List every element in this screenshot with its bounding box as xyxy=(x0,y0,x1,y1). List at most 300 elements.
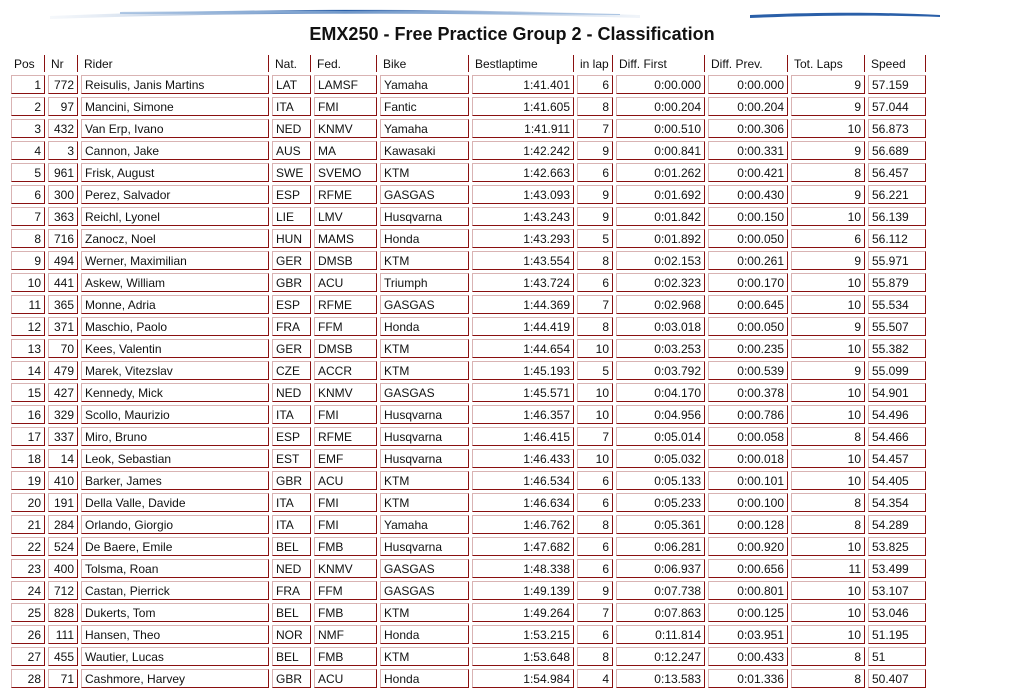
header-banner-graphic xyxy=(0,0,1024,22)
cell-pos: 21 xyxy=(11,515,45,534)
cell-diff-first: 0:13.583 xyxy=(616,669,705,688)
cell-diff-prev: 0:00.204 xyxy=(708,97,788,116)
cell-rider: Barker, James xyxy=(81,471,269,490)
cell-tot-laps: 10 xyxy=(791,603,865,622)
cell-in-lap: 9 xyxy=(577,207,613,226)
cell-bestlaptime: 1:53.215 xyxy=(472,625,574,644)
cell-rider: Della Valle, Davide xyxy=(81,493,269,512)
cell-diff-first: 0:01.842 xyxy=(616,207,705,226)
cell-speed: 53.046 xyxy=(868,603,926,622)
cell-diff-first: 0:06.937 xyxy=(616,559,705,578)
cell-diff-prev: 0:00.000 xyxy=(708,75,788,94)
table-row xyxy=(11,405,926,424)
cell-diff-first: 0:06.281 xyxy=(616,537,705,556)
cell-nat: BEL xyxy=(272,603,311,622)
cell-nat: LAT xyxy=(272,75,311,94)
cell-bestlaptime: 1:43.724 xyxy=(472,273,574,292)
cell-tot-laps: 8 xyxy=(791,647,865,666)
table-row xyxy=(11,603,926,622)
cell-diff-first: 0:04.956 xyxy=(616,405,705,424)
cell-rider: Cashmore, Harvey xyxy=(81,669,269,688)
cell-diff-prev: 0:00.920 xyxy=(708,537,788,556)
cell-tot-laps: 10 xyxy=(791,405,865,424)
cell-rider: Tolsma, Roan xyxy=(81,559,269,578)
cell-pos: 15 xyxy=(11,383,45,402)
cell-rider: Maschio, Paolo xyxy=(81,317,269,336)
cell-pos: 28 xyxy=(11,669,45,688)
cell-diff-first: 0:01.892 xyxy=(616,229,705,248)
cell-in-lap: 8 xyxy=(577,515,613,534)
cell-tot-laps: 10 xyxy=(791,471,865,490)
cell-in-lap: 4 xyxy=(577,669,613,688)
cell-rider: Frisk, August xyxy=(81,163,269,182)
cell-nat: NED xyxy=(272,559,311,578)
cell-bestlaptime: 1:46.534 xyxy=(472,471,574,490)
cell-pos: 17 xyxy=(11,427,45,446)
cell-pos: 25 xyxy=(11,603,45,622)
cell-pos: 18 xyxy=(11,449,45,468)
cell-nr: 284 xyxy=(48,515,78,534)
cell-diff-prev: 0:00.433 xyxy=(708,647,788,666)
cell-fed: FMB xyxy=(314,647,377,666)
cell-tot-laps: 10 xyxy=(791,295,865,314)
cell-bike: KTM xyxy=(380,493,469,512)
cell-nat: CZE xyxy=(272,361,311,380)
cell-diff-first: 0:12.247 xyxy=(616,647,705,666)
cell-speed: 55.382 xyxy=(868,339,926,358)
cell-speed: 56.873 xyxy=(868,119,926,138)
cell-speed: 56.112 xyxy=(868,229,926,248)
cell-nr: 961 xyxy=(48,163,78,182)
cell-fed: ACU xyxy=(314,273,377,292)
cell-diff-prev: 0:00.306 xyxy=(708,119,788,138)
cell-diff-first: 0:05.014 xyxy=(616,427,705,446)
cell-fed: SVEMO xyxy=(314,163,377,182)
cell-bestlaptime: 1:43.554 xyxy=(472,251,574,270)
cell-bike: GASGAS xyxy=(380,581,469,600)
cell-bike: Yamaha xyxy=(380,75,469,94)
cell-pos: 10 xyxy=(11,273,45,292)
cell-bike: Honda xyxy=(380,625,469,644)
cell-nr: 716 xyxy=(48,229,78,248)
cell-nat: GER xyxy=(272,251,311,270)
cell-bike: Honda xyxy=(380,317,469,336)
cell-nat: GBR xyxy=(272,273,311,292)
cell-in-lap: 9 xyxy=(577,141,613,160)
cell-nat: SWE xyxy=(272,163,311,182)
cell-rider: Askew, William xyxy=(81,273,269,292)
cell-nat: ESP xyxy=(272,427,311,446)
cell-speed: 53.825 xyxy=(868,537,926,556)
cell-bike: Kawasaki xyxy=(380,141,469,160)
table-row xyxy=(11,669,926,688)
cell-nat: AUS xyxy=(272,141,311,160)
table-body xyxy=(11,75,926,688)
table-row xyxy=(11,493,926,512)
cell-bestlaptime: 1:43.293 xyxy=(472,229,574,248)
cell-nr: 410 xyxy=(48,471,78,490)
cell-speed: 55.507 xyxy=(868,317,926,336)
cell-tot-laps: 8 xyxy=(791,515,865,534)
cell-rider: Castan, Pierrick xyxy=(81,581,269,600)
cell-nat: ESP xyxy=(272,185,311,204)
cell-in-lap: 7 xyxy=(577,295,613,314)
cell-pos: 24 xyxy=(11,581,45,600)
cell-diff-prev: 0:00.100 xyxy=(708,493,788,512)
column-header-tot-laps: Tot. Laps xyxy=(791,55,865,72)
cell-fed: KNMV xyxy=(314,559,377,578)
cell-bestlaptime: 1:54.984 xyxy=(472,669,574,688)
cell-nr: 70 xyxy=(48,339,78,358)
cell-nr: 712 xyxy=(48,581,78,600)
cell-nr: 479 xyxy=(48,361,78,380)
table-row xyxy=(11,273,926,292)
cell-diff-first: 0:05.233 xyxy=(616,493,705,512)
cell-in-lap: 5 xyxy=(577,229,613,248)
cell-fed: DMSB xyxy=(314,251,377,270)
cell-tot-laps: 9 xyxy=(791,361,865,380)
cell-pos: 13 xyxy=(11,339,45,358)
cell-rider: Van Erp, Ivano xyxy=(81,119,269,138)
cell-nr: 772 xyxy=(48,75,78,94)
cell-speed: 56.139 xyxy=(868,207,926,226)
cell-bike: Husqvarna xyxy=(380,427,469,446)
column-header-in-lap: in lap xyxy=(577,55,613,72)
cell-in-lap: 8 xyxy=(577,647,613,666)
cell-bestlaptime: 1:46.433 xyxy=(472,449,574,468)
cell-speed: 54.496 xyxy=(868,405,926,424)
table-row xyxy=(11,471,926,490)
cell-bestlaptime: 1:46.415 xyxy=(472,427,574,446)
cell-nat: ITA xyxy=(272,493,311,512)
cell-tot-laps: 10 xyxy=(791,449,865,468)
cell-diff-first: 0:03.253 xyxy=(616,339,705,358)
cell-rider: Marek, Vitezslav xyxy=(81,361,269,380)
cell-bestlaptime: 1:48.338 xyxy=(472,559,574,578)
column-header-bestlaptime: Bestlaptime xyxy=(472,55,574,72)
column-header-nat: Nat. xyxy=(272,55,311,72)
cell-in-lap: 7 xyxy=(577,119,613,138)
cell-bike: Yamaha xyxy=(380,119,469,138)
cell-fed: FMI xyxy=(314,97,377,116)
cell-in-lap: 8 xyxy=(577,251,613,270)
cell-bestlaptime: 1:41.401 xyxy=(472,75,574,94)
cell-diff-prev: 0:00.050 xyxy=(708,229,788,248)
cell-in-lap: 8 xyxy=(577,317,613,336)
table-row xyxy=(11,141,926,160)
cell-in-lap: 9 xyxy=(577,185,613,204)
table-row xyxy=(11,317,926,336)
cell-tot-laps: 9 xyxy=(791,317,865,336)
cell-nr: 300 xyxy=(48,185,78,204)
cell-bestlaptime: 1:41.605 xyxy=(472,97,574,116)
table-row xyxy=(11,559,926,578)
cell-diff-prev: 0:00.261 xyxy=(708,251,788,270)
cell-bestlaptime: 1:44.419 xyxy=(472,317,574,336)
cell-pos: 20 xyxy=(11,493,45,512)
cell-nr: 441 xyxy=(48,273,78,292)
cell-pos: 5 xyxy=(11,163,45,182)
cell-rider: Werner, Maximilian xyxy=(81,251,269,270)
cell-diff-first: 0:07.863 xyxy=(616,603,705,622)
cell-nr: 363 xyxy=(48,207,78,226)
table-row xyxy=(11,295,926,314)
cell-nat: HUN xyxy=(272,229,311,248)
cell-speed: 56.457 xyxy=(868,163,926,182)
cell-bike: Triumph xyxy=(380,273,469,292)
cell-nat: NOR xyxy=(272,625,311,644)
cell-in-lap: 8 xyxy=(577,97,613,116)
cell-fed: FMB xyxy=(314,603,377,622)
cell-speed: 55.971 xyxy=(868,251,926,270)
cell-nat: GBR xyxy=(272,669,311,688)
column-header-nr: Nr xyxy=(48,55,78,72)
cell-pos: 7 xyxy=(11,207,45,226)
table-row xyxy=(11,515,926,534)
page-title: EMX250 - Free Practice Group 2 - Classification xyxy=(309,24,715,44)
cell-nr: 191 xyxy=(48,493,78,512)
cell-nr: 111 xyxy=(48,625,78,644)
cell-speed: 54.901 xyxy=(868,383,926,402)
cell-tot-laps: 10 xyxy=(791,119,865,138)
cell-speed: 56.221 xyxy=(868,185,926,204)
cell-bestlaptime: 1:46.762 xyxy=(472,515,574,534)
table-row xyxy=(11,97,926,116)
cell-diff-prev: 0:00.421 xyxy=(708,163,788,182)
cell-nr: 432 xyxy=(48,119,78,138)
cell-speed: 55.534 xyxy=(868,295,926,314)
table-row xyxy=(11,625,926,644)
cell-tot-laps: 9 xyxy=(791,141,865,160)
cell-pos: 1 xyxy=(11,75,45,94)
cell-in-lap: 6 xyxy=(577,537,613,556)
cell-in-lap: 6 xyxy=(577,273,613,292)
cell-nat: ESP xyxy=(272,295,311,314)
cell-speed: 50.407 xyxy=(868,669,926,688)
cell-nr: 494 xyxy=(48,251,78,270)
cell-tot-laps: 8 xyxy=(791,427,865,446)
cell-rider: Monne, Adria xyxy=(81,295,269,314)
cell-tot-laps: 8 xyxy=(791,669,865,688)
cell-speed: 51 xyxy=(868,647,926,666)
cell-tot-laps: 9 xyxy=(791,75,865,94)
cell-pos: 14 xyxy=(11,361,45,380)
cell-tot-laps: 10 xyxy=(791,625,865,644)
cell-tot-laps: 10 xyxy=(791,207,865,226)
cell-nat: EST xyxy=(272,449,311,468)
cell-bike: Yamaha xyxy=(380,515,469,534)
cell-speed: 54.466 xyxy=(868,427,926,446)
cell-in-lap: 10 xyxy=(577,405,613,424)
cell-speed: 54.457 xyxy=(868,449,926,468)
cell-speed: 54.405 xyxy=(868,471,926,490)
cell-nat: GER xyxy=(272,339,311,358)
table-row xyxy=(11,537,926,556)
cell-nat: NED xyxy=(272,383,311,402)
cell-nat: BEL xyxy=(272,647,311,666)
cell-speed: 51.195 xyxy=(868,625,926,644)
table-row xyxy=(11,207,926,226)
cell-bike: GASGAS xyxy=(380,185,469,204)
cell-bestlaptime: 1:44.654 xyxy=(472,339,574,358)
column-header-rider: Rider xyxy=(81,55,269,72)
cell-in-lap: 5 xyxy=(577,361,613,380)
cell-diff-prev: 0:00.235 xyxy=(708,339,788,358)
cell-bestlaptime: 1:46.357 xyxy=(472,405,574,424)
table-row xyxy=(11,339,926,358)
cell-bestlaptime: 1:43.093 xyxy=(472,185,574,204)
cell-bestlaptime: 1:43.243 xyxy=(472,207,574,226)
cell-nat: FRA xyxy=(272,317,311,336)
cell-bike: GASGAS xyxy=(380,295,469,314)
cell-bike: KTM xyxy=(380,339,469,358)
cell-bike: KTM xyxy=(380,647,469,666)
cell-nat: NED xyxy=(272,119,311,138)
cell-nat: FRA xyxy=(272,581,311,600)
cell-fed: LMV xyxy=(314,207,377,226)
cell-pos: 12 xyxy=(11,317,45,336)
cell-bestlaptime: 1:42.663 xyxy=(472,163,574,182)
cell-nr: 71 xyxy=(48,669,78,688)
cell-rider: Miro, Bruno xyxy=(81,427,269,446)
column-header-pos: Pos xyxy=(11,55,45,72)
cell-diff-first: 0:02.323 xyxy=(616,273,705,292)
cell-bike: GASGAS xyxy=(380,559,469,578)
cell-diff-prev: 0:00.430 xyxy=(708,185,788,204)
cell-diff-prev: 0:00.018 xyxy=(708,449,788,468)
cell-fed: ACU xyxy=(314,471,377,490)
cell-speed: 54.354 xyxy=(868,493,926,512)
cell-diff-prev: 0:00.801 xyxy=(708,581,788,600)
cell-pos: 3 xyxy=(11,119,45,138)
cell-rider: Perez, Salvador xyxy=(81,185,269,204)
cell-nat: GBR xyxy=(272,471,311,490)
cell-pos: 19 xyxy=(11,471,45,490)
cell-in-lap: 7 xyxy=(577,427,613,446)
cell-diff-prev: 0:00.125 xyxy=(708,603,788,622)
cell-bike: KTM xyxy=(380,471,469,490)
cell-diff-prev: 0:00.378 xyxy=(708,383,788,402)
cell-fed: RFME xyxy=(314,295,377,314)
cell-in-lap: 6 xyxy=(577,493,613,512)
cell-fed: KNMV xyxy=(314,119,377,138)
cell-speed: 55.099 xyxy=(868,361,926,380)
cell-rider: Dukerts, Tom xyxy=(81,603,269,622)
cell-bestlaptime: 1:47.682 xyxy=(472,537,574,556)
cell-diff-first: 0:00.510 xyxy=(616,119,705,138)
cell-tot-laps: 8 xyxy=(791,493,865,512)
table-row xyxy=(11,119,926,138)
column-header-diff-prev: Diff. Prev. xyxy=(708,55,788,72)
cell-nr: 455 xyxy=(48,647,78,666)
cell-speed: 57.044 xyxy=(868,97,926,116)
cell-bike: Fantic xyxy=(380,97,469,116)
cell-nat: BEL xyxy=(272,537,311,556)
cell-fed: RFME xyxy=(314,185,377,204)
cell-tot-laps: 10 xyxy=(791,273,865,292)
cell-diff-first: 0:05.361 xyxy=(616,515,705,534)
cell-fed: MA xyxy=(314,141,377,160)
cell-nr: 524 xyxy=(48,537,78,556)
cell-diff-prev: 0:00.786 xyxy=(708,405,788,424)
cell-bike: KTM xyxy=(380,251,469,270)
cell-diff-prev: 0:00.170 xyxy=(708,273,788,292)
cell-fed: LAMSF xyxy=(314,75,377,94)
cell-bike: Husqvarna xyxy=(380,537,469,556)
cell-diff-first: 0:02.153 xyxy=(616,251,705,270)
cell-diff-prev: 0:00.058 xyxy=(708,427,788,446)
cell-tot-laps: 9 xyxy=(791,251,865,270)
cell-diff-prev: 0:00.101 xyxy=(708,471,788,490)
cell-nr: 400 xyxy=(48,559,78,578)
table-header-row xyxy=(11,55,926,72)
cell-speed: 55.879 xyxy=(868,273,926,292)
cell-rider: Reichl, Lyonel xyxy=(81,207,269,226)
cell-bike: Husqvarna xyxy=(380,405,469,424)
cell-pos: 2 xyxy=(11,97,45,116)
cell-bestlaptime: 1:45.571 xyxy=(472,383,574,402)
cell-diff-prev: 0:01.336 xyxy=(708,669,788,688)
cell-diff-first: 0:07.738 xyxy=(616,581,705,600)
cell-fed: RFME xyxy=(314,427,377,446)
cell-nat: LIE xyxy=(272,207,311,226)
cell-bike: Husqvarna xyxy=(380,207,469,226)
cell-tot-laps: 10 xyxy=(791,581,865,600)
cell-nr: 14 xyxy=(48,449,78,468)
cell-diff-prev: 0:00.645 xyxy=(708,295,788,314)
classification-table xyxy=(8,52,929,691)
cell-pos: 6 xyxy=(11,185,45,204)
cell-diff-prev: 0:00.050 xyxy=(708,317,788,336)
cell-fed: MAMS xyxy=(314,229,377,248)
column-header-fed: Fed. xyxy=(314,55,377,72)
cell-nr: 828 xyxy=(48,603,78,622)
cell-pos: 23 xyxy=(11,559,45,578)
cell-bike: KTM xyxy=(380,361,469,380)
cell-diff-first: 0:01.262 xyxy=(616,163,705,182)
cell-tot-laps: 9 xyxy=(791,185,865,204)
cell-nr: 97 xyxy=(48,97,78,116)
cell-tot-laps: 10 xyxy=(791,339,865,358)
cell-fed: FFM xyxy=(314,317,377,336)
cell-fed: ACU xyxy=(314,669,377,688)
cell-diff-prev: 0:00.128 xyxy=(708,515,788,534)
cell-rider: Leok, Sebastian xyxy=(81,449,269,468)
cell-nr: 365 xyxy=(48,295,78,314)
cell-in-lap: 6 xyxy=(577,163,613,182)
table-row xyxy=(11,647,926,666)
cell-tot-laps: 11 xyxy=(791,559,865,578)
cell-diff-prev: 0:03.951 xyxy=(708,625,788,644)
table-row xyxy=(11,449,926,468)
cell-fed: FMI xyxy=(314,405,377,424)
table-row xyxy=(11,185,926,204)
cell-speed: 53.107 xyxy=(868,581,926,600)
cell-fed: FMI xyxy=(314,493,377,512)
cell-bike: Honda xyxy=(380,669,469,688)
cell-nr: 3 xyxy=(48,141,78,160)
cell-pos: 26 xyxy=(11,625,45,644)
table-row xyxy=(11,383,926,402)
column-header-speed: Speed xyxy=(868,55,926,72)
cell-in-lap: 10 xyxy=(577,383,613,402)
cell-rider: Cannon, Jake xyxy=(81,141,269,160)
cell-in-lap: 6 xyxy=(577,75,613,94)
cell-diff-first: 0:02.968 xyxy=(616,295,705,314)
cell-diff-prev: 0:00.539 xyxy=(708,361,788,380)
cell-bike: KTM xyxy=(380,163,469,182)
cell-diff-prev: 0:00.331 xyxy=(708,141,788,160)
